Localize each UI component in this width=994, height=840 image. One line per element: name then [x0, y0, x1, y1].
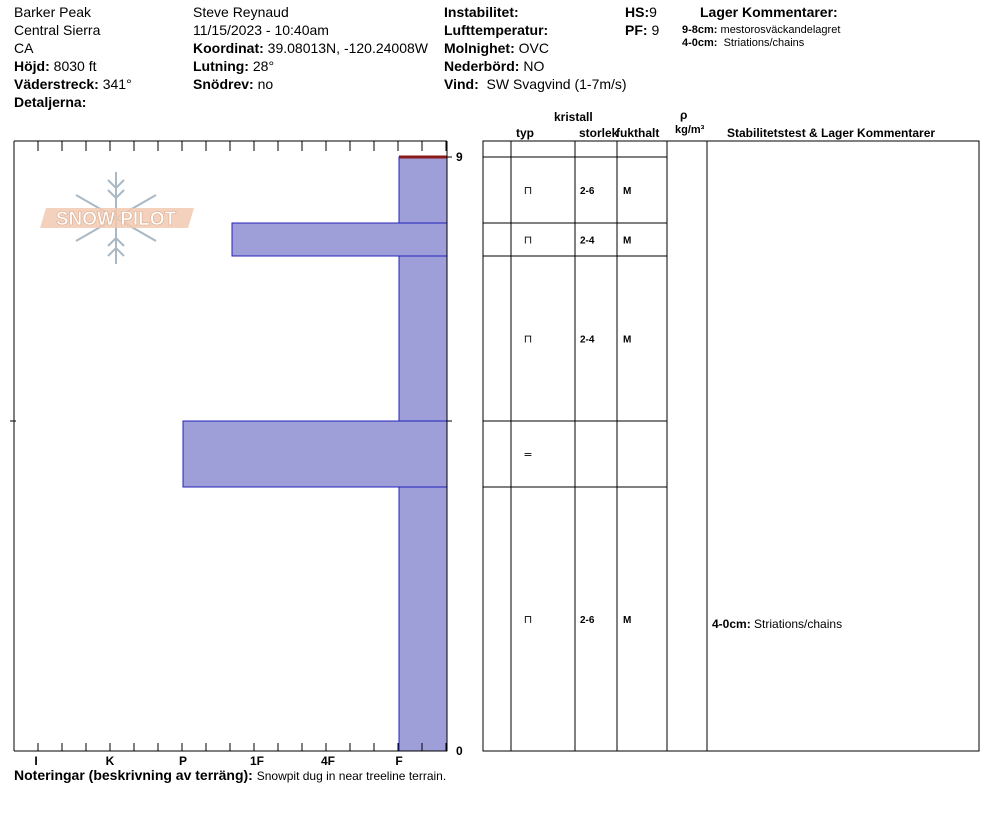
crystal-type-4: = — [523, 448, 533, 461]
layer-comment-1: 9-8cm: mestorosväckandelagret — [682, 24, 841, 36]
header-density-unit: kg/m³ — [675, 124, 705, 136]
hs: HS:9 — [625, 4, 657, 20]
location-region: Central Sierra — [14, 22, 101, 38]
svg-text:SNOW PILOT: SNOW PILOT — [55, 209, 177, 230]
datetime: 11/15/2023 - 10:40am — [193, 22, 329, 38]
header-size: storlek — [579, 126, 619, 140]
hardness-label-1F: 1F — [249, 754, 265, 768]
moisture-2: M — [623, 235, 632, 247]
hardness-label-F: F — [395, 754, 403, 768]
crystal-size-5: 2-6 — [580, 615, 595, 626]
header-moisture: fukthalt — [616, 126, 660, 140]
depth-label-bottom: 0 — [456, 744, 463, 758]
details-label: Detaljerna: — [14, 94, 87, 110]
slope: Lutning: 28° — [193, 58, 275, 74]
hardness-label-P: P — [178, 754, 188, 768]
depth-label-top: 9 — [456, 150, 463, 164]
observer: Steve Reynaud — [193, 4, 289, 20]
layer-table-frame — [483, 141, 979, 751]
crystal-type-3: ⊓ — [523, 332, 533, 346]
pf: PF: 9 — [625, 22, 660, 38]
header-crystal: kristall — [554, 110, 593, 124]
hardness-label-K: K — [105, 754, 115, 768]
hardness-bar-1 — [399, 157, 447, 223]
hardness-bar-4 — [183, 421, 447, 487]
header-stability: Stabilitetstest & Lager Kommentarer — [727, 126, 936, 140]
aspect: Väderstreck: 341° — [14, 76, 132, 92]
header-rho: ρ — [680, 108, 688, 122]
moisture-1: M — [623, 186, 632, 197]
moisture-5: M — [623, 615, 632, 626]
instability-label: Instabilitet: — [444, 4, 519, 20]
elevation: Höjd: 8030 ft — [14, 58, 97, 74]
terrain-notes: Noteringar (beskrivning av terräng): Snowpit dug in near treeline terrain. — [14, 767, 447, 783]
sky-cover: Molnighet: OVC — [444, 40, 549, 56]
coordinates: Koordinat: 39.08013N, -120.24008W — [193, 40, 428, 56]
crystal-size-1: 2-6 — [580, 186, 595, 197]
wind-drift: Snödrev: no — [193, 76, 274, 92]
hardness-bar-3 — [399, 256, 447, 421]
precipitation: Nederbörd: NO — [444, 58, 545, 74]
crystal-type-1: ⊓ — [523, 184, 533, 197]
layer-comment-2: 4-0cm: Striations/chains — [682, 37, 805, 49]
crystal-size-2: 2-4 — [580, 235, 595, 247]
hardness-bar-2 — [232, 223, 447, 256]
location-state: CA — [14, 40, 34, 56]
header-type: typ — [516, 126, 534, 140]
hardness-bar-5 — [399, 487, 447, 751]
crystal-type-5: ⊓ — [523, 613, 533, 626]
hardness-label-4F: 4F — [320, 754, 336, 768]
stability-comment-5: 4-0cm: Striations/chains — [712, 617, 843, 631]
air-temp-label: Lufttemperatur: — [444, 22, 549, 38]
crystal-size-3: 2-4 — [580, 334, 595, 346]
moisture-3: M — [623, 334, 632, 346]
location-name: Barker Peak — [14, 4, 92, 20]
wind: Vind: SW Svagvind (1-7m/s) — [444, 76, 627, 92]
layer-comments-title: Lager Kommentarer: — [700, 4, 838, 20]
crystal-type-2: ⊓ — [523, 233, 533, 247]
hardness-label-I: I — [34, 754, 38, 768]
